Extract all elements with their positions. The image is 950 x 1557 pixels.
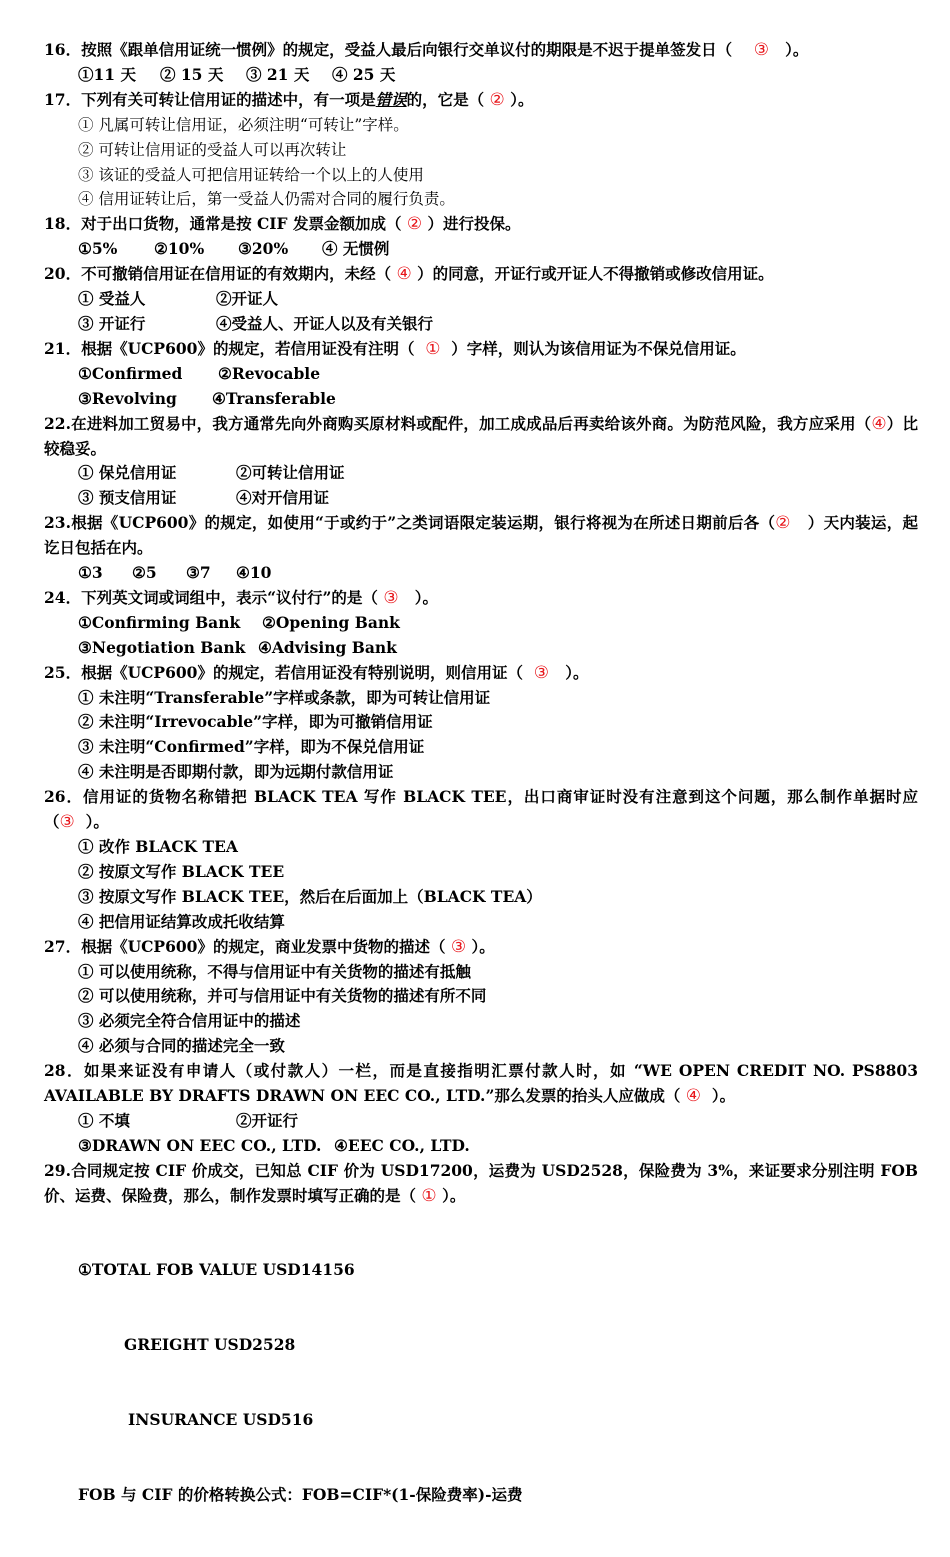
answer-mark: ④	[871, 413, 887, 434]
options-20	[78, 287, 918, 337]
question-number: 24．	[44, 587, 82, 607]
question-text: 根据《UCP600》的规定，若信用证没有注明（	[81, 338, 415, 358]
options-16	[78, 63, 918, 88]
question-text-end: ）进行投保。	[427, 214, 521, 234]
option: ④Advising Bank	[258, 637, 397, 657]
option: ③7	[186, 563, 211, 583]
answer-mark: ②	[775, 513, 791, 534]
question-text: 下列有关可转让信用证的描述中，有一项是	[81, 89, 376, 109]
question-text: 根据《UCP600》的规定，如使用“于或约于”之类词语限定装运期，银行将视为在所述日期前后各（	[70, 513, 776, 533]
question-text-end: ）比较稳妥。	[44, 413, 918, 458]
option: ③ 按原文写作 BLACK TEE，然后在后面加上（BLACK TEA）	[78, 886, 542, 906]
question-16	[44, 38, 918, 63]
option: ③DRAWN ON EEC CO., LTD.	[78, 1135, 322, 1155]
option: ③ 开证行	[78, 313, 146, 333]
option: ② 按原文写作 BLACK TEE	[78, 861, 285, 881]
option: ④ 未注明是否即期付款，即为远期付款信用证	[78, 762, 394, 782]
option: ④Transferable	[212, 388, 336, 408]
options-28	[78, 1109, 918, 1159]
options-29	[78, 1209, 918, 1557]
answer-mark: ③	[533, 662, 549, 683]
question-text: 的，它是（	[406, 89, 485, 109]
question-number: 16．	[44, 40, 82, 59]
question-number: 23.	[44, 513, 71, 533]
question-number: 18．	[44, 214, 82, 234]
question-22	[44, 412, 918, 462]
options-17	[78, 113, 918, 213]
option: ③ 必须完全符合信用证中的描述	[78, 1011, 301, 1031]
option: ② 15 天	[160, 64, 224, 84]
option: ②可转让信用证	[236, 463, 345, 483]
question-text: 信用证的货物名称错把 BLACK TEA 写作 BLACK TEE，出口商审证时没有注意到这个问题，那么制作单据时应（	[44, 787, 918, 832]
question-26	[44, 785, 918, 835]
question-text: 按照《跟单信用证统一惯例》的规定，受益人最后向银行交单议付的期限是不迟于提单签发日（	[81, 40, 733, 59]
option: ①Confirming Bank	[78, 612, 241, 632]
option: ④ 信用证转让后，第一受益人仍需对合同的履行负责。	[78, 190, 455, 209]
option: ① 可以使用统称，不得与信用证中有关货物的描述有抵触	[78, 961, 471, 981]
option: ④10	[236, 563, 272, 583]
answer-mark: ②	[406, 214, 423, 235]
options-24	[78, 611, 918, 661]
option: ④ 把信用证结算改成托收结算	[78, 911, 285, 931]
question-number: 28．	[44, 1061, 85, 1081]
question-text-end: ）。	[471, 936, 495, 956]
option: ① 未注明“Transferable”字样或条款，即为可转让信用证	[78, 687, 491, 707]
option: ④ 必须与合同的描述完全一致	[78, 1036, 285, 1056]
question-text-end: ）。	[85, 812, 109, 832]
option: ① 受益人	[78, 289, 146, 309]
question-text-end: ）。	[510, 89, 534, 109]
question-number: 29.	[44, 1160, 71, 1180]
question-text-end: ）。	[414, 587, 439, 607]
option: ③ 21 天	[246, 64, 310, 84]
option: ④EEC CO., LTD.	[334, 1135, 470, 1155]
option: ②Revocable	[218, 363, 321, 383]
options-18	[78, 237, 918, 262]
option: ①Confirmed	[78, 363, 183, 383]
question-20	[44, 262, 918, 287]
answer-mark: ①	[425, 338, 441, 359]
option: ①TOTAL FOB VALUE USD14156	[78, 1260, 355, 1280]
option: ② 未注明“Irrevocable”字样，即为可撤销信用证	[78, 712, 433, 732]
option: ③ 未注明“Confirmed”字样，即为不保兑信用证	[78, 737, 425, 757]
question-text-end: ）的同意，开证行或开证人不得撤销或修改信用证。	[417, 264, 774, 284]
question-number: 22.	[44, 413, 71, 433]
option: ②Opening Bank	[262, 612, 400, 632]
option: ①5%	[78, 239, 118, 259]
question-25	[44, 661, 918, 686]
options-21	[78, 362, 918, 412]
option: ③Negotiation Bank	[78, 637, 246, 657]
option: ② 可以使用统称，并可与信用证中有关货物的描述有所不同	[78, 986, 487, 1006]
option-detail: GREIGHT USD2528	[124, 1335, 296, 1355]
question-text-end: ）天内装运，起讫日包括在内。	[44, 513, 918, 558]
question-28	[44, 1059, 918, 1109]
answer-mark: ③	[59, 812, 75, 833]
question-27	[44, 935, 918, 960]
formula-note: FOB 与 CIF 的价格转换公式：FOB=CIF*(1-保险费率)-运费	[78, 1484, 523, 1504]
option: ① 保兑信用证	[78, 463, 177, 483]
emphasis-text: 错误	[375, 89, 407, 109]
answer-mark: ④	[396, 264, 412, 285]
option: ③20%	[238, 239, 289, 259]
option: ②10%	[154, 239, 205, 259]
option: ②开证行	[236, 1110, 299, 1130]
question-number: 17．	[44, 89, 82, 109]
option: ④ 无惯例	[322, 239, 390, 259]
answer-mark: ④	[685, 1086, 702, 1107]
option: ②开证人	[216, 289, 279, 309]
question-number: 25．	[44, 662, 82, 682]
options-27	[78, 960, 918, 1060]
question-18	[44, 212, 918, 237]
option: ② 可转让信用证的受益人可以再次转让	[78, 140, 347, 159]
answer-mark: ③	[450, 936, 467, 957]
option: ④受益人、开证人以及有关银行	[216, 313, 434, 333]
options-25	[78, 686, 918, 786]
option: ④对开信用证	[236, 488, 330, 508]
option: ③ 预支信用证	[78, 488, 177, 508]
question-21	[44, 337, 918, 362]
question-text-end: ）。	[442, 1185, 466, 1205]
answer-mark: ③	[383, 587, 399, 608]
option: ②5	[132, 563, 157, 583]
question-number: 20．	[44, 264, 82, 284]
answer-mark: ②	[489, 89, 505, 110]
question-text-end: ）字样，则认为该信用证为不保兑信用证。	[451, 338, 746, 358]
question-text: 在进料加工贸易中，我方通常先向外商购买原材料或配件，加工成成品后再卖给该外商。为防范风险，我方应采用（	[70, 413, 872, 433]
question-number: 26．	[44, 787, 83, 807]
option: ① 不填	[78, 1110, 130, 1130]
question-24	[44, 586, 918, 611]
option: ③ 该证的受益人可把信用证转给一个以上的人使用	[78, 165, 424, 184]
question-text-end: ）。	[711, 1086, 736, 1106]
question-text: 合同规定按 CIF 价成交，已知总 CIF 价为 USD17200，运费为 USD2528，保险费为 3%，来证要求分别注明 FOB 价、运费、保险费，那么，制作发票时填写正确的是（	[44, 1160, 918, 1205]
options-22	[78, 461, 918, 511]
option: ④ 25 天	[332, 64, 396, 84]
option: ① 凡属可转让信用证，必须注明“可转让”字样。	[78, 115, 409, 134]
question-text: 如果来证没有申请人（或付款人）一栏，而是直接指明汇票付款人时，如 “WE OPEN CREDIT NO. PS8803 AVAILABLE BY DRAFTS DRAWN ON EEC CO., LTD.”那么发票的抬头人应做成（	[44, 1061, 918, 1106]
options-23	[78, 561, 918, 586]
question-text: 下列英文词或词组中，表示“议付行”的是（	[81, 587, 378, 607]
option-detail: INSURANCE USD516	[128, 1409, 314, 1429]
question-29	[44, 1159, 918, 1209]
question-23	[44, 511, 918, 561]
document-page	[44, 38, 918, 1557]
options-26	[78, 835, 918, 935]
option: ①3	[78, 563, 103, 583]
question-text-end: ）。	[565, 662, 589, 682]
question-text: 对于出口货物，通常是按 CIF 发票金额加成（	[81, 214, 402, 234]
answer-mark: ①	[421, 1185, 437, 1206]
option: ①11 天	[78, 64, 136, 84]
option: ③Revolving	[78, 388, 177, 408]
question-text: 根据《UCP600》的规定，商业发票中货物的描述（	[81, 936, 446, 956]
question-17	[44, 88, 918, 113]
question-number: 27．	[44, 936, 82, 956]
option: ① 改作 BLACK TEA	[78, 837, 238, 856]
question-number: 21．	[44, 338, 82, 358]
question-text: 不可撤销信用证在信用证的有效期内，未经（	[81, 264, 392, 284]
question-text-end: ）。	[785, 40, 809, 59]
question-text: 根据《UCP600》的规定，若信用证没有特别说明，则信用证（	[81, 662, 523, 682]
answer-mark: ③	[753, 40, 769, 60]
